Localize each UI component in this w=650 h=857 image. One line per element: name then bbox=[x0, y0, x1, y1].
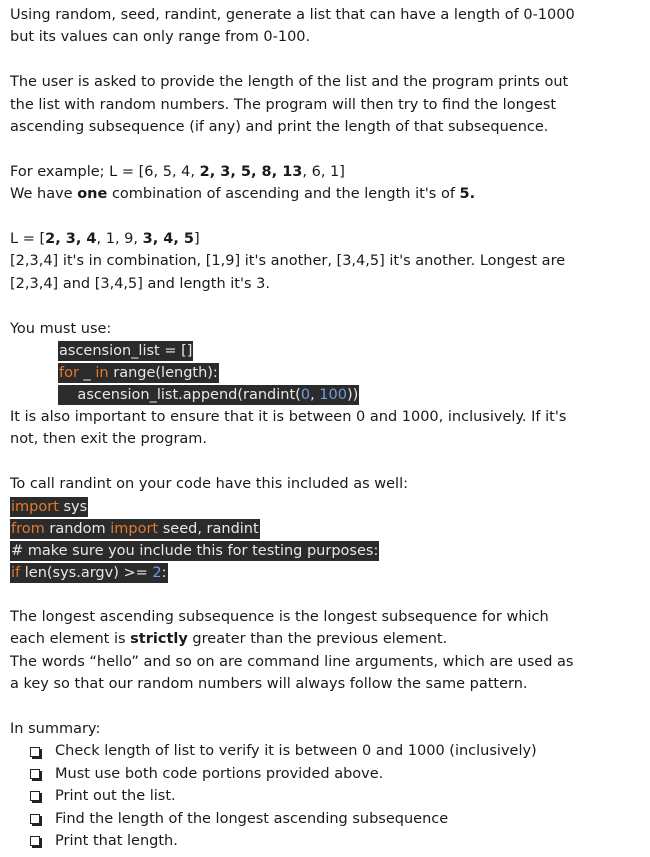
spacer bbox=[10, 295, 640, 317]
keyword-if: if bbox=[11, 564, 21, 581]
example2-explain-1: [2,3,4] it's in combination, [1,9] it's another, [3,4,5] it's another. Longest are bbox=[10, 253, 566, 270]
code-line-import-sys bbox=[10, 497, 88, 517]
code-line-comment: # make sure you include this for testing purposes: bbox=[11, 542, 379, 559]
summary-list bbox=[10, 740, 640, 852]
checkbox-icon bbox=[30, 814, 40, 824]
spacer bbox=[10, 451, 640, 473]
intro-line-2: but its values can only range from 0-100. bbox=[10, 29, 311, 46]
example2-bold-a: 2, 3, 4 bbox=[45, 231, 97, 248]
code-text: )) bbox=[346, 387, 359, 404]
example2-line bbox=[10, 228, 640, 250]
description-line-1: The user is asked to provide the length of the list and the program prints out bbox=[10, 74, 569, 91]
spacer bbox=[10, 584, 640, 606]
keyword-in: in bbox=[95, 365, 109, 382]
checkbox-icon bbox=[30, 836, 40, 846]
must-use-code-block bbox=[58, 340, 640, 406]
code-text: _ bbox=[78, 365, 96, 382]
code-text: range(length): bbox=[108, 365, 218, 382]
code-line-from-import bbox=[10, 519, 260, 539]
code-text: ascension_list.append(randint( bbox=[59, 387, 301, 404]
example1-line bbox=[10, 161, 640, 183]
explanation-line-4: a key so that our random numbers will always follow the same pattern. bbox=[10, 676, 528, 693]
list-item bbox=[30, 763, 640, 785]
explanation-line-1: The longest ascending subsequence is the longest subsequence for which bbox=[10, 609, 549, 626]
example1-bold-sequence: 2, 3, 5, 8, 13 bbox=[199, 163, 303, 180]
code-line-ascension-list: ascension_list = [] bbox=[59, 343, 193, 360]
code-line-for-loop bbox=[58, 363, 219, 383]
number-literal: 2 bbox=[152, 564, 162, 581]
list-item bbox=[30, 785, 640, 807]
spacer bbox=[10, 49, 640, 71]
summary-item-text: Print out the list. bbox=[55, 788, 176, 805]
example2-prefix: L = [ bbox=[10, 231, 46, 248]
example2-end: ] bbox=[194, 231, 200, 248]
keyword-import: import bbox=[11, 498, 59, 515]
example2-mid: , 1, 9, bbox=[96, 231, 143, 248]
keyword-for: for bbox=[59, 365, 79, 382]
summary-item-text: Print that length. bbox=[55, 833, 178, 850]
code-text: random bbox=[44, 520, 111, 537]
explanation-text: each element is bbox=[10, 631, 131, 648]
list-item bbox=[30, 808, 640, 830]
must-use-note-2: not, then exit the program. bbox=[10, 431, 208, 448]
summary-item-text: Check length of list to verify it is between 0 and 1000 (inclusively) bbox=[55, 743, 537, 760]
list-item bbox=[30, 830, 640, 852]
code-text: , bbox=[310, 387, 320, 404]
description-line-3: ascending subsequence (if any) and print the length of that subsequence. bbox=[10, 119, 549, 136]
spacer bbox=[10, 206, 640, 228]
example1-we-have: We have bbox=[10, 186, 78, 203]
intro-line-1: Using random, seed, randint, generate a list that can have a length of 0-1000 bbox=[10, 7, 575, 23]
document bbox=[10, 4, 640, 852]
explanation-text: greater than the previous element. bbox=[187, 631, 448, 648]
example1-suffix: , 6, 1] bbox=[302, 163, 345, 180]
summary-label: In summary: bbox=[10, 721, 101, 738]
code-line-if-argv bbox=[10, 563, 168, 583]
number-literal: 100 bbox=[319, 387, 347, 404]
keyword-import: import bbox=[110, 520, 159, 537]
randint-code-block bbox=[10, 496, 640, 584]
example1-summary bbox=[10, 183, 640, 205]
explanation-strictly: strictly bbox=[130, 631, 188, 648]
list-item bbox=[30, 740, 640, 762]
checkbox-icon bbox=[30, 769, 40, 779]
randint-label: To call randint on your code have this included as well: bbox=[10, 476, 408, 493]
checkbox-icon bbox=[30, 791, 40, 801]
must-use-label: You must use: bbox=[10, 320, 112, 337]
checkbox-icon bbox=[30, 747, 40, 757]
example1-one: one bbox=[77, 186, 108, 203]
code-text: len(sys.argv) >= bbox=[20, 564, 153, 581]
example2-bold-b: 3, 4, 5 bbox=[142, 231, 194, 248]
code-text: : bbox=[161, 564, 167, 581]
explanation-line-2 bbox=[10, 628, 640, 650]
explanation-line-3: The words “hello” and so on are command line arguments, which are used as bbox=[10, 653, 574, 670]
code-text: sys bbox=[58, 498, 88, 515]
spacer bbox=[10, 696, 640, 718]
must-use-note-1: It is also important to ensure that it is between 0 and 1000, inclusively. If it's bbox=[10, 409, 567, 426]
example1-prefix: For example; L = [6, 5, 4, bbox=[10, 163, 200, 180]
keyword-from: from bbox=[11, 520, 45, 537]
example1-five: 5. bbox=[459, 186, 476, 203]
summary-item-text: Must use both code portions provided above. bbox=[55, 765, 384, 782]
example2-explain-2: [2,3,4] and [3,4,5] and length it's 3. bbox=[10, 275, 270, 292]
description-line-2: the list with random numbers. The program will then try to find the longest bbox=[10, 96, 557, 113]
spacer bbox=[10, 138, 640, 160]
number-literal: 0 bbox=[300, 387, 311, 404]
example1-mid: combination of ascending and the length it's of bbox=[107, 186, 460, 203]
code-line-append bbox=[58, 385, 359, 405]
code-text: seed, randint bbox=[158, 520, 259, 537]
summary-item-text: Find the length of the longest ascending subsequence bbox=[55, 810, 449, 827]
